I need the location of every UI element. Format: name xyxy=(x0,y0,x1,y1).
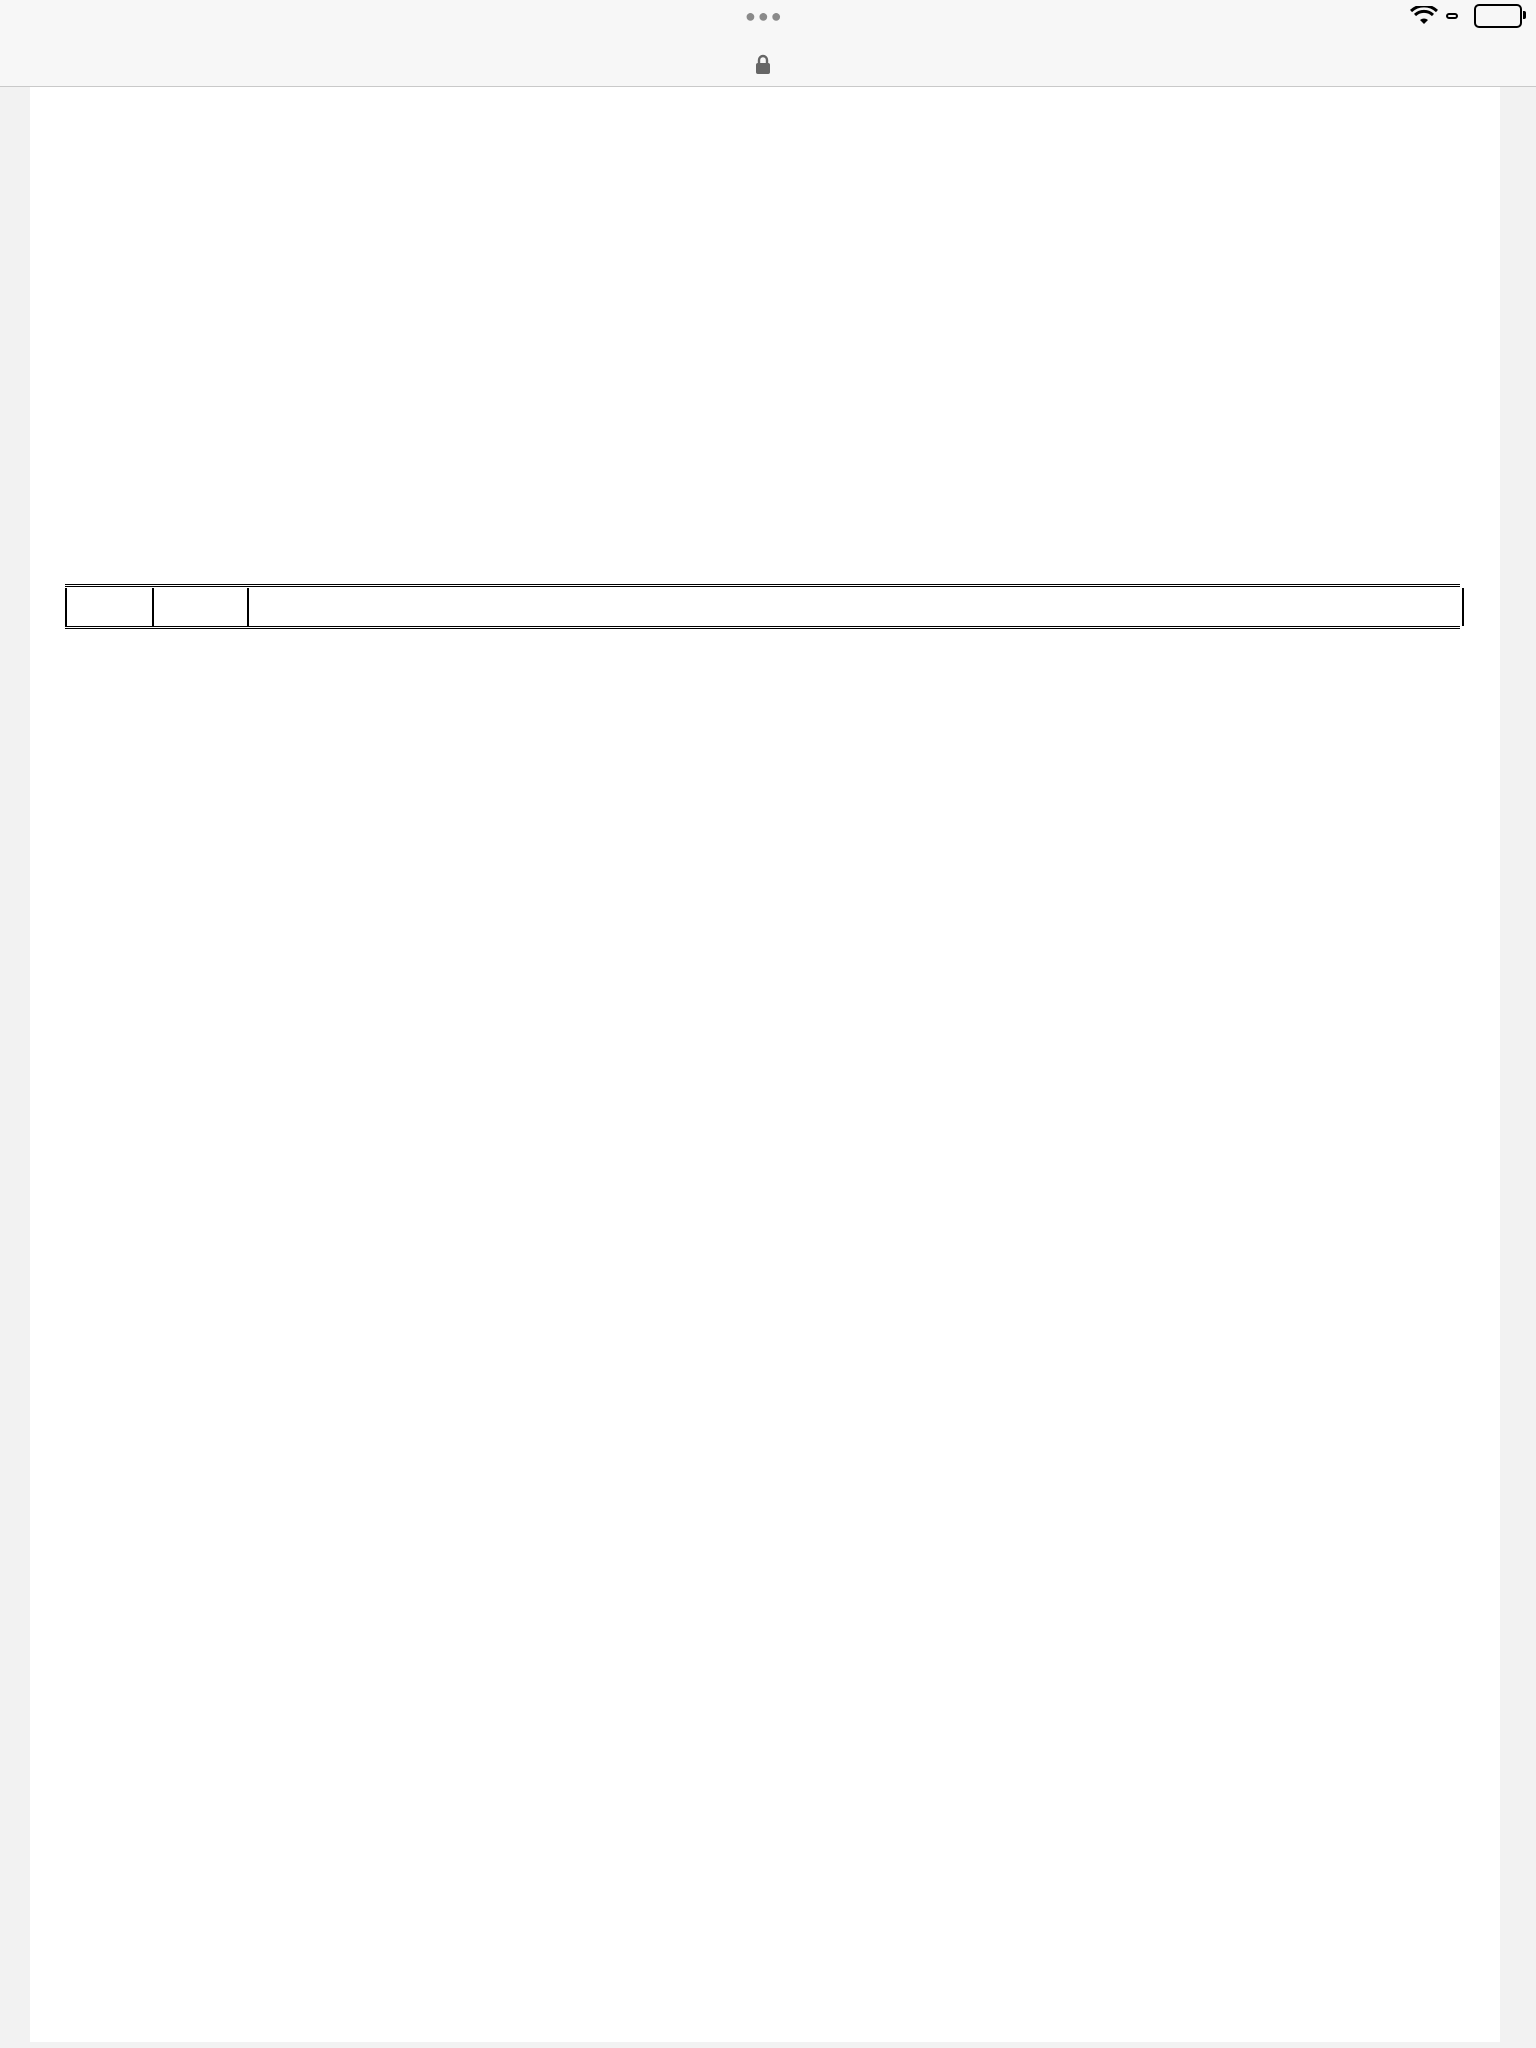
document-page xyxy=(30,87,1500,2042)
header-divider xyxy=(247,588,249,626)
header-divider xyxy=(152,588,154,626)
table-header-border xyxy=(65,626,1460,629)
table-header xyxy=(65,588,1464,626)
table-top-border xyxy=(65,584,1460,587)
multitasking-dots-icon[interactable]: ●●● xyxy=(745,6,784,26)
status-bar xyxy=(0,0,1536,42)
address-bar[interactable] xyxy=(0,42,1536,87)
battery-icon xyxy=(1474,4,1522,28)
vpn-badge xyxy=(1446,13,1458,19)
status-indicators xyxy=(1410,4,1522,28)
lock-icon xyxy=(755,54,771,74)
wifi-icon xyxy=(1410,6,1438,26)
